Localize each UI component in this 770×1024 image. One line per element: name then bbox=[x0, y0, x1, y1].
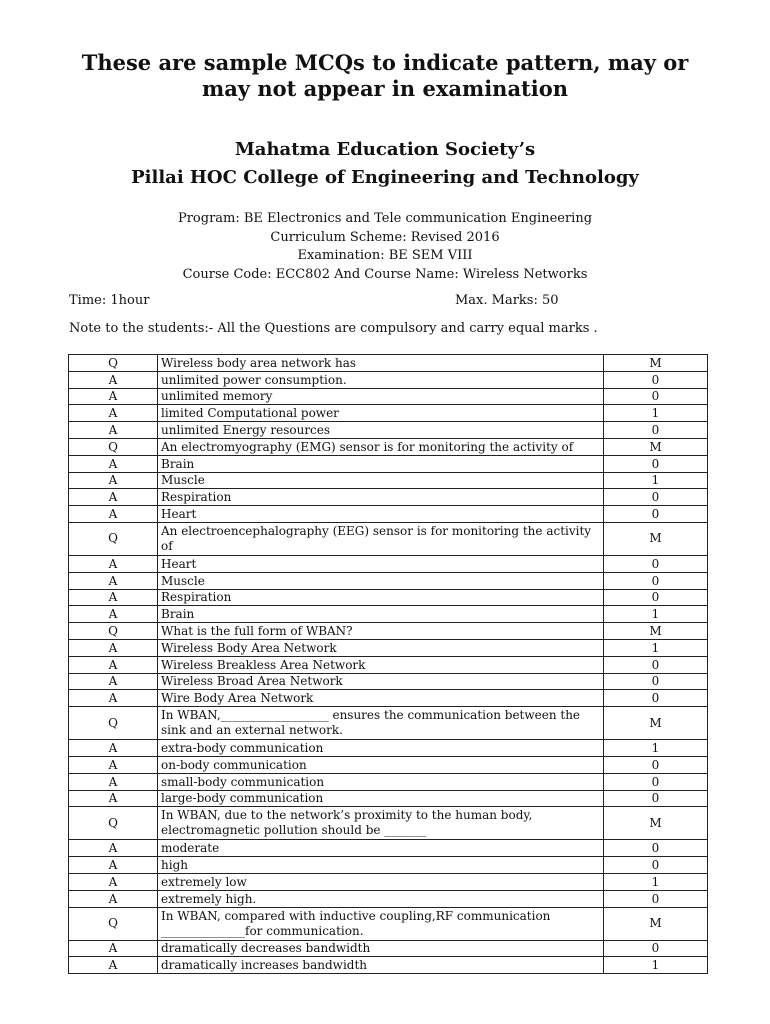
row-text-cell: dramatically decreases bandwidth bbox=[158, 940, 604, 957]
answer-row bbox=[69, 673, 708, 690]
row-type-cell: A bbox=[69, 673, 158, 690]
answer-row bbox=[69, 388, 708, 405]
row-type-cell: A bbox=[69, 873, 158, 890]
answer-row bbox=[69, 455, 708, 472]
answer-row bbox=[69, 371, 708, 388]
row-type-cell: A bbox=[69, 422, 158, 439]
question-row bbox=[69, 355, 708, 372]
row-mark-cell: 0 bbox=[604, 656, 708, 673]
row-mark-cell: 1 bbox=[604, 740, 708, 757]
row-type-cell: A bbox=[69, 857, 158, 874]
row-type-cell: A bbox=[69, 756, 158, 773]
row-text-cell: Muscle bbox=[158, 472, 604, 489]
row-mark-cell: 0 bbox=[604, 388, 708, 405]
row-text-cell: small-body communication bbox=[158, 773, 604, 790]
max-marks-label: Max. Marks: 50 bbox=[455, 293, 559, 308]
exam-line: Examination: BE SEM VIII bbox=[297, 248, 473, 263]
row-text-cell: large-body communication bbox=[158, 790, 604, 807]
row-text-cell: limited Computational power bbox=[158, 405, 604, 422]
row-text-cell: high bbox=[158, 857, 604, 874]
question-row bbox=[69, 707, 708, 740]
row-mark-cell: 0 bbox=[604, 756, 708, 773]
answer-row bbox=[69, 489, 708, 506]
row-text-cell: on-body communication bbox=[158, 756, 604, 773]
row-type-cell: Q bbox=[69, 438, 158, 455]
row-type-cell: A bbox=[69, 388, 158, 405]
row-mark-cell: 0 bbox=[604, 589, 708, 606]
row-mark-cell: M bbox=[604, 623, 708, 640]
row-type-cell: A bbox=[69, 506, 158, 523]
answer-row bbox=[69, 873, 708, 890]
row-text-cell: Wireless Body Area Network bbox=[158, 639, 604, 656]
row-type-cell: A bbox=[69, 371, 158, 388]
answer-row bbox=[69, 405, 708, 422]
answer-row bbox=[69, 890, 708, 907]
row-mark-cell: 0 bbox=[604, 555, 708, 572]
question-row bbox=[69, 623, 708, 640]
row-mark-cell: 1 bbox=[604, 873, 708, 890]
row-type-cell: Q bbox=[69, 807, 158, 840]
time-label: Time: 1hour bbox=[69, 293, 150, 308]
row-mark-cell: 0 bbox=[604, 371, 708, 388]
row-mark-cell: 1 bbox=[604, 606, 708, 623]
scheme-line: Curriculum Scheme: Revised 2016 bbox=[270, 229, 500, 245]
row-mark-cell: 0 bbox=[604, 840, 708, 857]
answer-row bbox=[69, 857, 708, 874]
row-text-cell: Wireless Breakless Area Network bbox=[158, 656, 604, 673]
row-mark-cell: 0 bbox=[604, 940, 708, 957]
page-title: These are sample MCQs to indicate pattern, may or may not appear in examination bbox=[81, 50, 689, 101]
row-mark-cell: 0 bbox=[604, 890, 708, 907]
student-note: Note to the students:- All the Questions are compulsory and carry equal marks . bbox=[69, 321, 598, 336]
row-mark-cell: M bbox=[604, 522, 708, 555]
answer-row bbox=[69, 840, 708, 857]
row-type-cell: A bbox=[69, 489, 158, 506]
question-row bbox=[69, 522, 708, 555]
row-type-cell: A bbox=[69, 455, 158, 472]
row-type-cell: Q bbox=[69, 522, 158, 555]
row-text-cell: moderate bbox=[158, 840, 604, 857]
row-text-cell: Heart bbox=[158, 555, 604, 572]
row-text-cell: Brain bbox=[158, 455, 604, 472]
row-mark-cell: 0 bbox=[604, 489, 708, 506]
answer-row bbox=[69, 690, 708, 707]
row-type-cell: A bbox=[69, 890, 158, 907]
row-type-cell: A bbox=[69, 405, 158, 422]
row-text-cell: Brain bbox=[158, 606, 604, 623]
row-mark-cell: M bbox=[604, 907, 708, 940]
row-mark-cell: 1 bbox=[604, 472, 708, 489]
row-type-cell: A bbox=[69, 773, 158, 790]
row-mark-cell: 0 bbox=[604, 690, 708, 707]
row-mark-cell: 0 bbox=[604, 455, 708, 472]
row-text-cell: Respiration bbox=[158, 489, 604, 506]
answer-row bbox=[69, 773, 708, 790]
row-mark-cell: 1 bbox=[604, 639, 708, 656]
row-type-cell: A bbox=[69, 690, 158, 707]
answer-row bbox=[69, 756, 708, 773]
course-line: Course Code: ECC802 And Course Name: Wireless Networks bbox=[182, 266, 588, 282]
row-text-cell: extremely low bbox=[158, 873, 604, 890]
answer-row bbox=[69, 422, 708, 439]
row-mark-cell: 0 bbox=[604, 773, 708, 790]
row-text-cell: Muscle bbox=[158, 572, 604, 589]
answer-row bbox=[69, 589, 708, 606]
answer-row bbox=[69, 940, 708, 957]
question-row bbox=[69, 807, 708, 840]
row-mark-cell: 0 bbox=[604, 857, 708, 874]
program-line: Program: BE Electronics and Tele communication Engineering bbox=[177, 211, 593, 226]
answer-row bbox=[69, 506, 708, 523]
row-type-cell: Q bbox=[69, 907, 158, 940]
row-type-cell: A bbox=[69, 572, 158, 589]
row-text-cell: In WBAN, due to the network’s proximity to the human body, electromagnetic pollution should be _______ bbox=[158, 807, 604, 840]
row-text-cell: unlimited power consumption. bbox=[158, 371, 604, 388]
row-type-cell: Q bbox=[69, 355, 158, 372]
answer-row bbox=[69, 656, 708, 673]
answer-row bbox=[69, 639, 708, 656]
row-mark-cell: M bbox=[604, 438, 708, 455]
row-type-cell: A bbox=[69, 940, 158, 957]
row-mark-cell: 0 bbox=[604, 572, 708, 589]
row-type-cell: Q bbox=[69, 623, 158, 640]
answer-row bbox=[69, 472, 708, 489]
row-type-cell: A bbox=[69, 472, 158, 489]
row-mark-cell: 1 bbox=[604, 957, 708, 974]
question-row bbox=[69, 438, 708, 455]
row-mark-cell: M bbox=[604, 707, 708, 740]
row-text-cell: An electromyography (EMG) sensor is for monitoring the activity of bbox=[158, 438, 604, 455]
row-type-cell: A bbox=[69, 957, 158, 974]
row-text-cell: What is the full form of WBAN? bbox=[158, 623, 604, 640]
row-text-cell: Respiration bbox=[158, 589, 604, 606]
row-type-cell: A bbox=[69, 606, 158, 623]
answer-row bbox=[69, 740, 708, 757]
answer-row bbox=[69, 957, 708, 974]
row-type-cell: A bbox=[69, 840, 158, 857]
row-mark-cell: 0 bbox=[604, 506, 708, 523]
row-text-cell: unlimited memory bbox=[158, 388, 604, 405]
row-type-cell: A bbox=[69, 639, 158, 656]
row-text-cell: In WBAN, compared with inductive coupling,RF communication ______________for communication. bbox=[158, 907, 604, 940]
row-type-cell: A bbox=[69, 656, 158, 673]
answer-row bbox=[69, 572, 708, 589]
question-row bbox=[69, 907, 708, 940]
row-text-cell: Wireless body area network has bbox=[158, 355, 604, 372]
row-type-cell: Q bbox=[69, 707, 158, 740]
row-type-cell: A bbox=[69, 555, 158, 572]
row-mark-cell: M bbox=[604, 355, 708, 372]
row-mark-cell: 0 bbox=[604, 673, 708, 690]
mcq-table bbox=[68, 354, 708, 974]
row-type-cell: A bbox=[69, 589, 158, 606]
answer-row bbox=[69, 555, 708, 572]
row-text-cell: In WBAN,__________________ ensures the communication between the sink and an external network. bbox=[158, 707, 604, 740]
answer-row bbox=[69, 606, 708, 623]
row-type-cell: A bbox=[69, 790, 158, 807]
college-name: Pillai HOC College of Engineering and Technology bbox=[131, 167, 639, 188]
row-mark-cell: 0 bbox=[604, 790, 708, 807]
row-mark-cell: M bbox=[604, 807, 708, 840]
institution-header bbox=[0, 136, 770, 192]
exam-details bbox=[0, 210, 770, 284]
row-type-cell: A bbox=[69, 740, 158, 757]
row-text-cell: Wire Body Area Network bbox=[158, 690, 604, 707]
row-text-cell: extra-body communication bbox=[158, 740, 604, 757]
answer-row bbox=[69, 790, 708, 807]
row-text-cell: extremely high. bbox=[158, 890, 604, 907]
row-text-cell: An electroencephalography (EEG) sensor is for monitoring the activity of bbox=[158, 522, 604, 555]
row-mark-cell: 1 bbox=[604, 405, 708, 422]
society-name: Mahatma Education Society’s bbox=[234, 139, 536, 160]
row-text-cell: Heart bbox=[158, 506, 604, 523]
mcq-table-body bbox=[69, 355, 708, 974]
row-text-cell: dramatically increases bandwidth bbox=[158, 957, 604, 974]
row-text-cell: unlimited Energy resources bbox=[158, 422, 604, 439]
row-text-cell: Wireless Broad Area Network bbox=[158, 673, 604, 690]
row-mark-cell: 0 bbox=[604, 422, 708, 439]
